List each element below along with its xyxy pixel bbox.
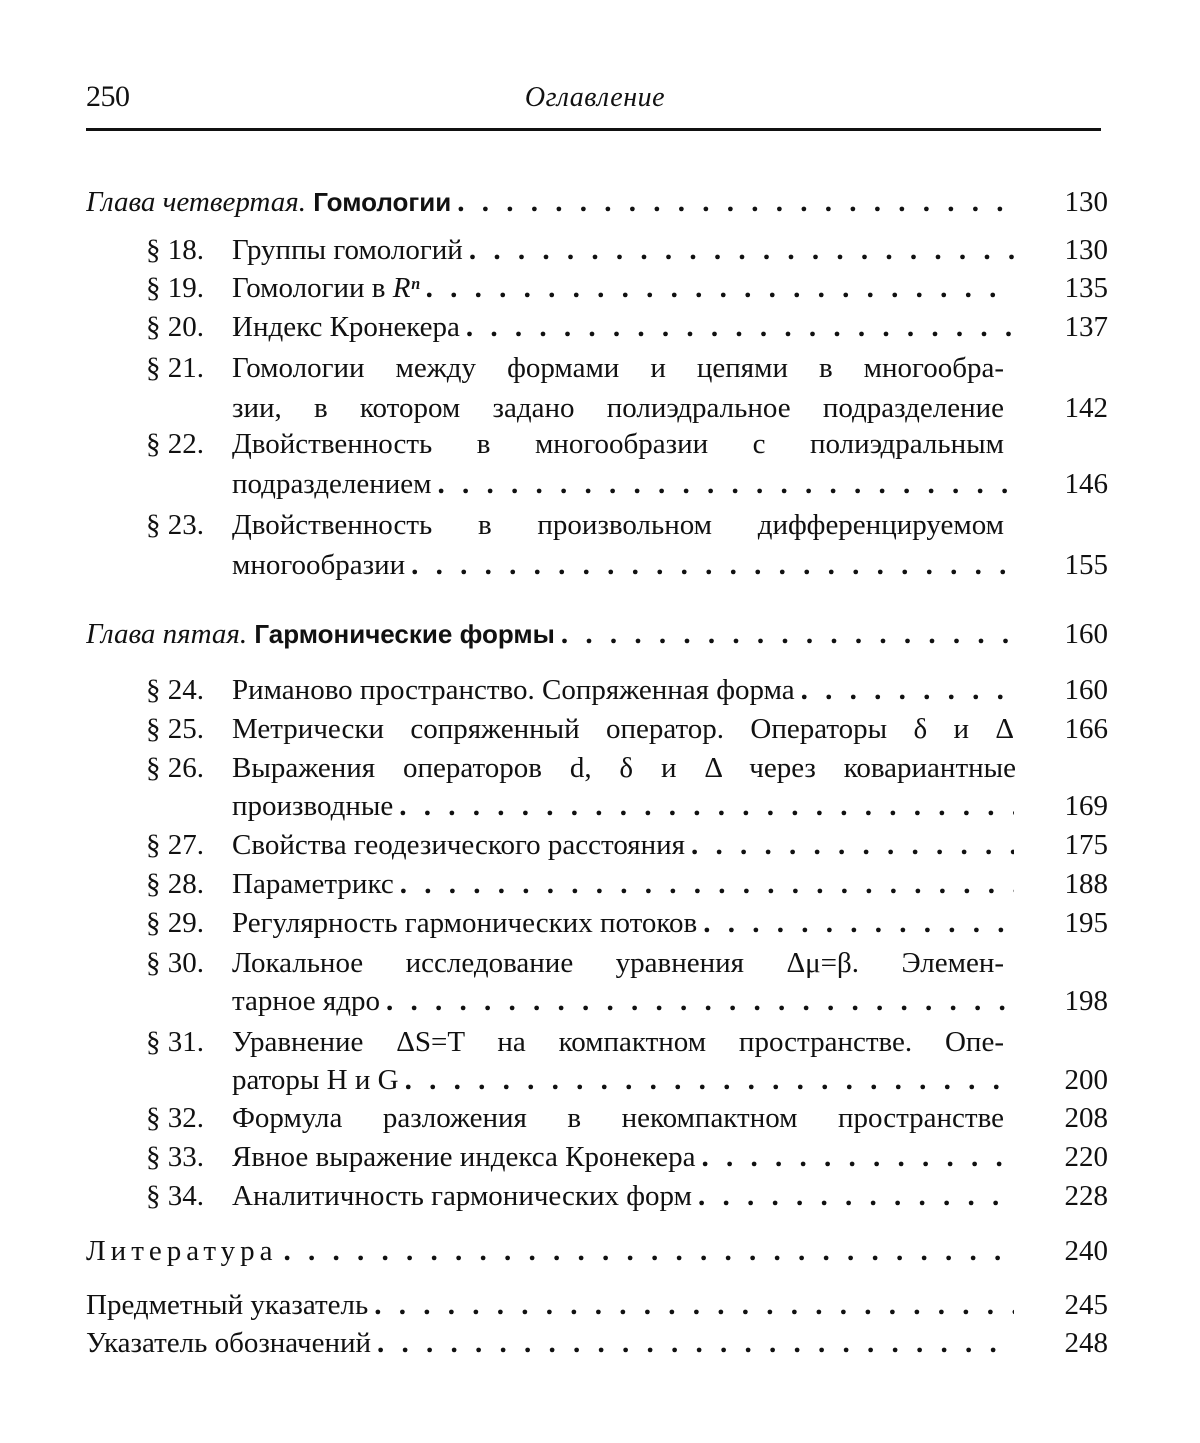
bibliography-title: Литература	[86, 1235, 278, 1267]
section-number: § 22.	[146, 428, 204, 460]
dot-leader	[451, 182, 1014, 222]
page-ref: 130	[1064, 186, 1108, 218]
dot-leader	[420, 268, 1014, 308]
subject-index-title: Предметный указатель	[86, 1289, 369, 1321]
toc-section-27	[0, 825, 1200, 865]
dot-leader	[394, 864, 1014, 904]
toc-subject-index	[0, 1285, 1200, 1325]
section-number: § 20.	[146, 311, 204, 343]
section-title: Гомологии в	[232, 272, 386, 304]
section-title: Индекс Кронекера	[232, 311, 460, 343]
toc-chapter-5	[0, 614, 1200, 654]
toc-section-29	[0, 903, 1200, 943]
toc-bibliography	[0, 1231, 1200, 1271]
toc-section-18	[0, 230, 1200, 270]
section-number: § 19.	[146, 272, 204, 304]
toc-section-30-cont	[0, 981, 1200, 1021]
section-title-line2: многообразии	[232, 549, 406, 581]
page-ref: 169	[1064, 790, 1108, 822]
section-title: Группы гомологий	[232, 234, 463, 266]
page-ref: 195	[1064, 907, 1108, 939]
section-number: § 23.	[146, 509, 204, 541]
dot-leader	[460, 307, 1014, 347]
section-number: § 27.	[146, 829, 204, 861]
page-ref: 200	[1064, 1064, 1108, 1096]
dot-leader	[278, 1231, 1014, 1271]
section-title: Регулярность гармонических потоков	[232, 907, 698, 939]
page-ref: 220	[1064, 1141, 1108, 1173]
section-number: § 25.	[146, 713, 204, 745]
section-number: § 26.	[146, 752, 204, 784]
chapter-title: Гомологии	[313, 187, 452, 217]
page-ref: 166	[1064, 713, 1108, 745]
dot-leader	[380, 981, 1014, 1021]
section-title-line2: зии, в котором задано полиэдральное подразделение	[232, 392, 1004, 424]
dot-leader	[795, 670, 1014, 710]
section-title: Параметрикс	[232, 868, 394, 900]
chapter-title: Гармонические формы	[254, 619, 555, 649]
dot-leader	[371, 1323, 1014, 1363]
dot-leader	[399, 1060, 1014, 1100]
section-title: Формула разложения в некомпактном пространстве	[232, 1102, 1004, 1134]
toc-section-20	[0, 307, 1200, 347]
toc-section-31-cont	[0, 1060, 1200, 1100]
section-number: § 18.	[146, 234, 204, 266]
section-number: § 31.	[146, 1026, 204, 1058]
section-title: Риманово пространство. Сопряженная форма	[232, 674, 795, 706]
dot-leader	[368, 1285, 1014, 1325]
toc-chapter-4	[0, 182, 1200, 222]
section-title-line2: раторы H и G	[232, 1064, 399, 1096]
page-ref: 198	[1064, 985, 1108, 1017]
chapter-label: Глава пятая.	[86, 618, 248, 650]
page-ref: 240	[1064, 1235, 1108, 1267]
header-rule	[86, 128, 1101, 131]
toc-section-34	[0, 1176, 1200, 1216]
page-ref: 175	[1064, 829, 1108, 861]
page-ref: 245	[1064, 1289, 1108, 1321]
page-ref: 160	[1064, 618, 1108, 650]
page-ref: 160	[1064, 674, 1108, 706]
section-title-line1: Локальное исследование уравнения Δμ=β. Элемен-	[232, 947, 1004, 979]
dot-leader	[555, 614, 1014, 654]
page-ref: 248	[1064, 1327, 1108, 1359]
toc-section-26	[0, 748, 1200, 788]
toc-section-25	[0, 709, 1200, 749]
dot-leader	[685, 825, 1014, 865]
toc-section-23-cont	[0, 545, 1200, 585]
toc-section-21-cont	[0, 388, 1200, 428]
section-number: § 32.	[146, 1102, 204, 1134]
toc-section-21	[0, 348, 1200, 388]
page-ref: 137	[1064, 311, 1108, 343]
page-ref: 208	[1064, 1102, 1108, 1134]
section-title-line1: Выражения операторов d, δ и Δ через ковариантные	[232, 752, 1016, 784]
section-number: § 21.	[146, 352, 204, 384]
toc-section-19	[0, 268, 1200, 308]
section-number: § 28.	[146, 868, 204, 900]
dot-leader	[393, 786, 1014, 826]
toc-section-33	[0, 1137, 1200, 1177]
toc-section-32	[0, 1098, 1200, 1138]
section-title: Метрически сопряженный оператор. Операторы δ и Δ	[232, 713, 1014, 745]
toc-section-22	[0, 424, 1200, 464]
dot-leader	[696, 1137, 1015, 1177]
page-ref: 135	[1064, 272, 1108, 304]
section-title-line1: Гомологии между формами и цепями в многообра-	[232, 352, 1004, 384]
section-title: Аналитичность гармонических форм	[232, 1180, 692, 1212]
chapter-label: Глава четвертая.	[86, 186, 306, 218]
toc-section-28	[0, 864, 1200, 904]
dot-leader	[431, 464, 1014, 504]
dot-leader	[697, 903, 1014, 943]
section-number: § 24.	[146, 674, 204, 706]
toc-section-30	[0, 943, 1200, 983]
page-ref: 188	[1064, 868, 1108, 900]
notation-index-title: Указатель обозначений	[86, 1327, 372, 1359]
section-title-line2: тарное ядро	[232, 985, 380, 1017]
section-title-line1: Уравнение ΔS=T на компактном пространстве. Опе-	[232, 1026, 1004, 1058]
toc-section-24	[0, 670, 1200, 710]
section-title-line1: Двойственность в произвольном дифференцируемом	[232, 509, 1004, 541]
section-number: § 34.	[146, 1180, 204, 1212]
dot-leader	[405, 545, 1014, 585]
dot-leader	[463, 230, 1014, 270]
running-title: Оглавление	[524, 82, 666, 113]
section-title: Свойства геодезического расстояния	[232, 829, 685, 861]
page-ref: 142	[1064, 392, 1108, 424]
toc-notation-index	[0, 1323, 1200, 1363]
toc-section-31	[0, 1022, 1200, 1062]
math-symbol: Rⁿ	[392, 272, 420, 304]
page-ref: 155	[1064, 549, 1108, 581]
toc-section-26-cont	[0, 786, 1200, 826]
section-number: § 30.	[146, 947, 204, 979]
section-title-line1: Двойственность в многообразии с полиэдральным	[232, 428, 1004, 460]
section-number: § 33.	[146, 1141, 204, 1173]
section-title: Явное выражение индекса Кронекера	[232, 1141, 696, 1173]
page-ref: 130	[1064, 234, 1108, 266]
toc-section-22-cont	[0, 464, 1200, 504]
page-number: 250	[86, 80, 130, 113]
section-title-line2: производные	[232, 790, 394, 822]
dot-leader	[692, 1176, 1014, 1216]
section-title-line2: подразделением	[232, 468, 432, 500]
section-number: § 29.	[146, 907, 204, 939]
page-ref: 146	[1064, 468, 1108, 500]
page-ref: 228	[1064, 1180, 1108, 1212]
toc-section-23	[0, 505, 1200, 545]
